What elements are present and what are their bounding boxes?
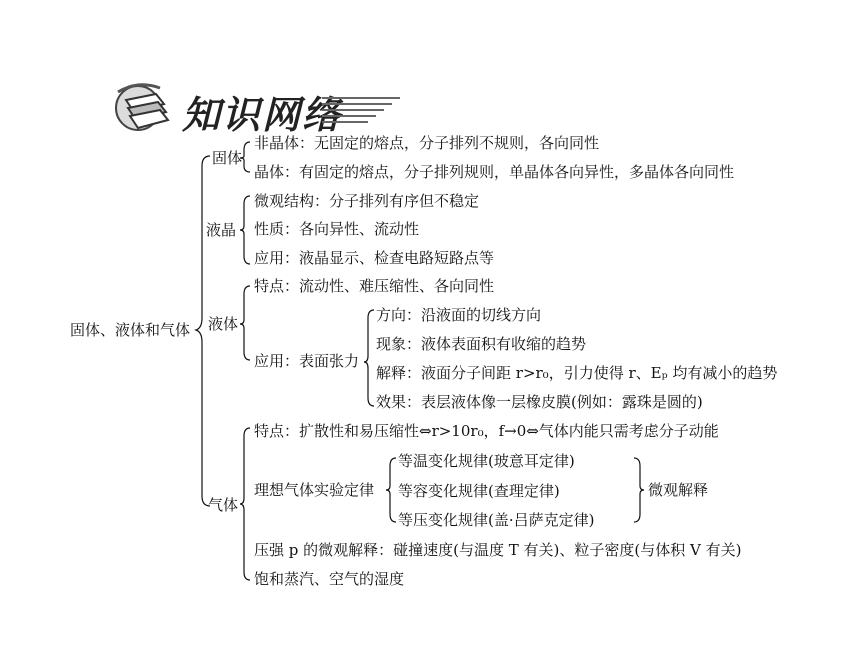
gas-feature: 特点：扩散性和易压缩性⇔r>10r₀，f→0⇔气体内能只需考虑分子动能 bbox=[254, 422, 719, 440]
micro-explanation: 微观解释 bbox=[648, 481, 709, 499]
solid-item-crystal: 晶体：有固定的熔点，分子排列规则，单晶体各向异性，多晶体各向同性 bbox=[254, 163, 735, 181]
solid-item-amorphous: 非晶体：无固定的熔点，分子排列不规则，各向同性 bbox=[254, 134, 600, 152]
tension-explanation: 解释：液面分子间距 r>r₀，引力使得 r、Eₚ 均有减小的趋势 bbox=[376, 364, 778, 382]
gas-brace bbox=[240, 428, 250, 580]
liquid-crystal-structure: 微观结构：分子排列有序但不稳定 bbox=[254, 192, 480, 210]
liquid-application: 应用：表面张力 bbox=[254, 352, 360, 370]
tension-phenomenon: 现象：液体表面积有收缩的趋势 bbox=[376, 335, 587, 353]
liquid-label: 液体 bbox=[208, 315, 239, 333]
gas-label: 气体 bbox=[208, 496, 239, 514]
laws-left-brace bbox=[386, 458, 396, 522]
liquid-crystal-application: 应用：液晶显示、检查电路短路点等 bbox=[254, 249, 495, 267]
liquid-crystal-property: 性质：各向异性、流动性 bbox=[254, 220, 420, 238]
pressure-explanation: 压强 p 的微观解释：碰撞速度(与温度 T 有关)、粒子密度(与体积 V 有关) bbox=[254, 541, 742, 559]
liquid-feature: 特点：流动性、难压缩性、各向同性 bbox=[254, 277, 495, 295]
root-node: 固体、液体和气体 bbox=[70, 321, 191, 339]
solid-label: 固体 bbox=[212, 149, 243, 167]
liquid-brace bbox=[240, 286, 250, 360]
law-isochoric: 等容变化规律(查理定律) bbox=[398, 482, 560, 500]
humidity: 饱和蒸汽、空气的湿度 bbox=[254, 570, 405, 588]
tension-brace bbox=[364, 310, 374, 406]
law-isobaric: 等压变化规律(盖·吕萨克定律) bbox=[398, 511, 595, 529]
liquid-crystal-brace bbox=[240, 196, 250, 264]
liquid-crystal-label: 液晶 bbox=[206, 221, 237, 239]
law-isothermal: 等温变化规律(玻意耳定律) bbox=[398, 452, 575, 470]
tension-effect: 效果：表层液体像一层橡皮膜(例如：露珠是圆的) bbox=[376, 393, 703, 411]
tension-direction: 方向：沿液面的切线方向 bbox=[376, 306, 542, 324]
page-title: 知识网络 bbox=[182, 93, 343, 137]
laws-right-brace bbox=[634, 458, 644, 522]
ideal-gas-label: 理想气体实验定律 bbox=[254, 481, 375, 499]
